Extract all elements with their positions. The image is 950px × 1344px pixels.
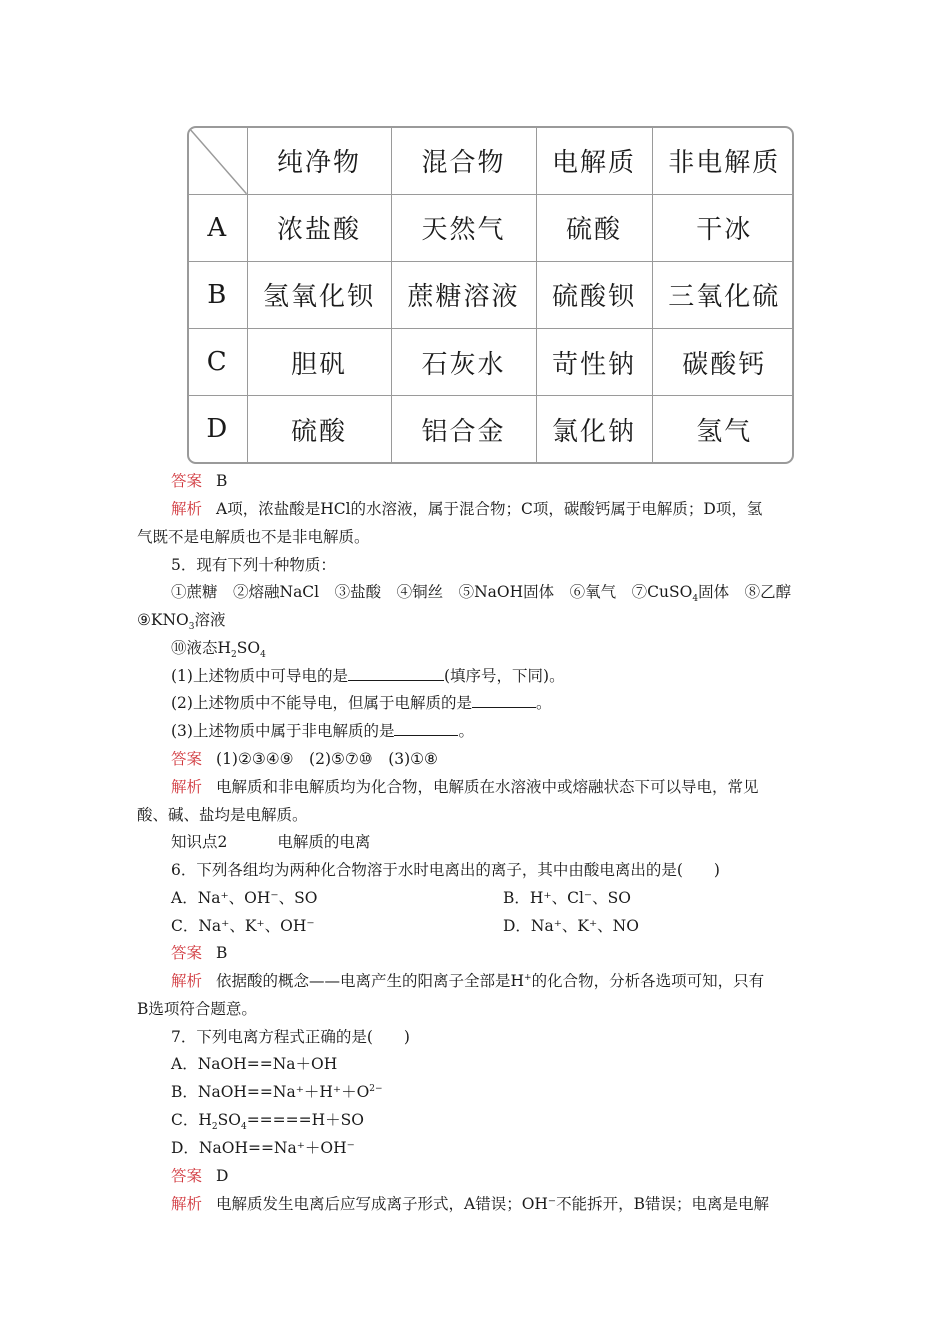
table-cell: 氯化钠 [536,396,652,462]
analysis-continuation: B选项符合题意。 [137,1000,257,1018]
analysis-label: 解析 [171,778,203,796]
table-row [189,396,794,462]
sub-question-text: 。 [458,722,474,740]
q4-answer-line [171,471,227,491]
diagonal-line [189,128,247,194]
analysis-text: 的化合物，分析各选项可知，只有 [531,972,765,990]
sub-question-text: 。 [535,694,552,712]
option-b[interactable] [171,1082,383,1102]
q4-analysis-line [171,499,762,519]
question-stem: 7．下列电离方程式正确的是( ) [171,1028,410,1046]
q5-answer-line [171,749,438,769]
question-stem: 5．现有下列十种物质： [171,556,336,574]
subscript: 4 [692,594,699,605]
row-label: B [189,261,247,328]
sub-question-text: (填序号，下同)。 [443,667,565,685]
table-row [189,194,794,261]
sub-question-text: (1)上述物质中可导电的是 [171,667,348,685]
diagonal-corner-cell [189,128,247,194]
answer-label: 答案 [171,472,203,490]
analysis-continuation: 酸、碱、盐均是电解质。 [137,806,308,824]
table-cell: 硫酸 [247,396,391,462]
q6-analysis-line [171,971,764,991]
row-label: D [189,396,247,462]
answer-blank[interactable] [348,666,444,681]
option-d[interactable]: D．Na⁺、K⁺、NO [503,917,639,935]
table-cell: 氢气 [652,396,794,462]
analysis-label: 解析 [171,972,203,990]
header-cell: 纯净物 [247,128,391,194]
answer-value: B [216,472,228,490]
items-text: ⑨KNO [137,611,189,629]
option-text: B．NaOH==Na⁺＋H⁺＋O [171,1083,370,1101]
answer-value: (1)②③④⑨ (2)⑤⑦⑩ (3)①⑧ [216,750,438,768]
analysis-text: 依据酸的概念——电离产生的阳离子全部是H [216,972,525,990]
q5-items-line [137,610,226,633]
analysis-text: A项，浓盐酸是HCl的水溶液，属于混合物；C项，碳酸钙属于电解质；D项，氢 [216,500,763,518]
q5-analysis-line [171,777,759,797]
option-text: =====H＋SO [246,1111,364,1129]
q7-answer-line [171,1166,228,1186]
row-label: C [189,329,247,396]
table-cell: 三氧化硫 [652,261,794,328]
table-cell: 硫酸 [536,194,652,261]
section-title: 电解质的电离 [277,833,371,851]
answer-label: 答案 [171,1167,203,1185]
subscript: 2 [231,650,237,661]
superscript: + [524,972,532,983]
option-c[interactable] [171,1110,364,1133]
sub-question-text: (2)上述物质中不能导电，但属于电解质的是 [171,694,472,712]
sub-question-text: (3)上述物质中属于非电解质的是 [171,722,395,740]
items-text: 固体 ⑧乙醇 [698,583,792,601]
sub-question [171,721,474,741]
table-header-row [189,128,794,194]
analysis-text: 电解质发生电离后应写成离子形式，A错误；OH⁻不能拆开，B错误；电离是电解 [216,1195,770,1213]
table-cell: 浓盐酸 [247,194,391,261]
q5-items-line [171,582,792,605]
analysis-text: 电解质和非电解质均为化合物，电解质在水溶液中或熔融状态下可以导电，常见 [216,778,759,796]
analysis-continuation: 气既不是电解质也不是非电解质。 [137,528,370,546]
option-text: SO [217,1111,241,1129]
option-a[interactable]: A．Na⁺、OH⁻、SO [171,889,318,907]
section-number: 知识点2 [171,833,228,851]
analysis-label: 解析 [171,1195,203,1213]
table-cell: 胆矾 [247,329,391,396]
row-label: A [189,194,247,261]
table-cell: 蔗糖溶液 [391,261,536,328]
items-text: 溶液 [194,611,226,629]
q6-answer-line [171,943,227,963]
table-row [189,329,794,396]
subscript: 3 [188,622,195,633]
classification-table [189,128,794,462]
items-text: ⑩液态H [171,639,232,657]
subscript: 4 [240,1122,247,1133]
option-d[interactable]: D．NaOH==Na⁺＋OH⁻ [171,1139,355,1157]
option-b[interactable]: B．H⁺、Cl⁻、SO [503,889,631,907]
superscript: 2− [369,1083,383,1094]
question-stem: 6．下列各组均为两种化合物溶于水时电离出的离子，其中由酸电离出的是( ) [171,861,720,879]
subscript: 4 [260,650,266,661]
items-text: ①蔗糖 ②熔融NaCl ③盐酸 ④铜丝 ⑤NaOH固体 ⑥氧气 ⑦CuSO [171,583,693,601]
answer-value: D [216,1167,229,1185]
items-text: SO [236,639,261,657]
table-cell: 天然气 [391,194,536,261]
table-cell: 氢氧化钡 [247,261,391,328]
answer-blank[interactable] [394,721,458,736]
table-cell: 硫酸钡 [536,261,652,328]
q7-analysis-line [171,1194,769,1214]
sub-question [171,666,565,686]
option-c[interactable]: C．Na⁺、K⁺、OH⁻ [171,917,315,935]
table-cell: 碳酸钙 [652,329,794,396]
option-text: C．H [171,1111,212,1129]
sub-question [171,693,551,713]
table-cell: 铝合金 [391,396,536,462]
analysis-label: 解析 [171,500,203,518]
answer-label: 答案 [171,944,203,962]
subscript: 2 [211,1122,218,1133]
substance-table [187,126,794,464]
table-cell: 石灰水 [391,329,536,396]
option-a[interactable]: A．NaOH==Na＋OH [171,1055,338,1073]
header-cell: 混合物 [391,128,536,194]
header-cell: 非电解质 [652,128,794,194]
table-cell: 干冰 [652,194,794,261]
section-heading [171,832,370,852]
table-row [189,261,794,328]
header-cell: 电解质 [536,128,652,194]
answer-label: 答案 [171,750,203,768]
answer-blank[interactable] [472,693,536,708]
answer-value: B [216,944,228,962]
table-cell: 苛性钠 [536,329,652,396]
q5-items-line [171,638,266,661]
